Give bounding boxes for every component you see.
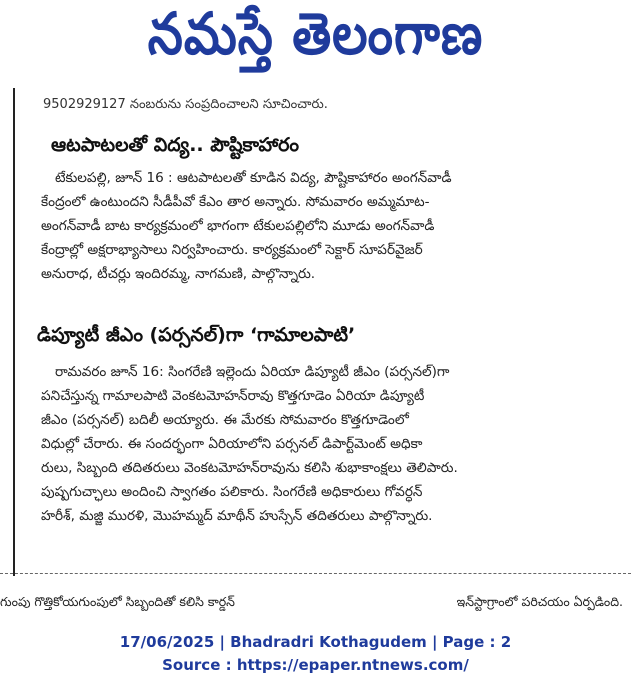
article1-body [41, 166, 452, 286]
article2-line: విధుల్లో చేరారు. ఈ సందర్భంగా ఏరియాలోని పర్సనల్ డిపార్ట్‌మెంట్ అధికా [41, 436, 423, 452]
article2-line: పనిచేస్తున్న గామాలపాటి వెంకటమోహన్‌రావు కొత్తగూడెం ఏరియా డిప్యూటీ [41, 388, 425, 404]
article1-line: అంగన్‌వాడీ బాట కార్యక్రమంలో భాగంగా టేకులపల్లిలోని మూడు అంగన్‌వాడీ [41, 218, 435, 234]
source-line: Source : https://epaper.ntnews.com/ [162, 656, 469, 674]
adjacent-article-text-right: ఇన్‌స్టాగ్రాంలో పరిచయం ఏర్పడింది. [456, 594, 623, 609]
article1-line: కేంద్రంలో ఉంటుందని సీడీపీవో కేఎం తార అన్నారు. సోమవారం అమ్మమాట- [41, 194, 430, 210]
newspaper-logo-title: నమస్తే తెలంగాణ [147, 0, 484, 67]
article2-line: రులు, సిబ్బంది తదితరులు వెంకటమోహన్‌రావును కలిసి శుభాకాంక్షలు తెలిపారు. [41, 460, 458, 476]
article1-headline: ఆటపాటలతో విద్య.. పౌష్టికాహారం [51, 134, 299, 156]
article1-line: అనురాధ, టీచర్లు ఇందిరమ్మ, నాగమణి, పాల్గొన్నారు. [41, 266, 316, 282]
article-clipping [13, 88, 613, 576]
article1-line: టేకులపల్లి, జూన్ 16 : ఆటపాటలతో కూడిన విద్య, పౌష్టికాహారం అంగన్‌వాడీ [55, 170, 452, 186]
article2-body [41, 360, 458, 528]
masthead [0, 0, 631, 82]
column-rule [13, 88, 15, 576]
article2-line: హరీశ్, మజ్జి మురళి, మొహమ్మద్ మాథీన్ హుస్సేన్ తదితరులు పాల్గొన్నారు. [41, 508, 433, 524]
divider [0, 573, 631, 575]
cut-off-text-line: 9502929127 నంబరును సంప్రదించాలని సూచించారు. [43, 97, 328, 112]
article2-line: జీఎం (పర్సనల్) బదిలీ అయ్యారు. ఈ మేరకు సోమవారం కొత్తగూడెంలో [41, 412, 409, 428]
adjacent-articles-strip [0, 590, 631, 614]
edition-date-line: 17/06/2025 | Bhadradri Kothagudem | Page : 2 [119, 633, 512, 651]
article2-headline: డిప్యూటీ జీఎం (పర్సనల్)గా ‘గామాలపాటి’ [37, 324, 356, 346]
article2-line: రామవరం జూన్ 16: సింగరేణి ఇల్లెందు ఏరియా డిప్యూటీ జీఎం (పర్సనల్)గా [55, 364, 450, 380]
adjacent-article-text-left: గుంపు గొత్తికోయగుంపులో సిబ్బందితో కలిసి కార్డన్ [0, 594, 235, 609]
article2-line: పుష్పగుచ్ఛాలు అందించి స్వాగతం పలికారు. సింగరేణి అధికారులు గోవర్ధన్ [41, 484, 423, 500]
article1-line: కేంద్రాల్లో అక్షరాభ్యాసాలు నిర్వహించారు. కార్యక్రమంలో సెక్టార్ సూపర్‌వైజర్ [41, 242, 423, 258]
